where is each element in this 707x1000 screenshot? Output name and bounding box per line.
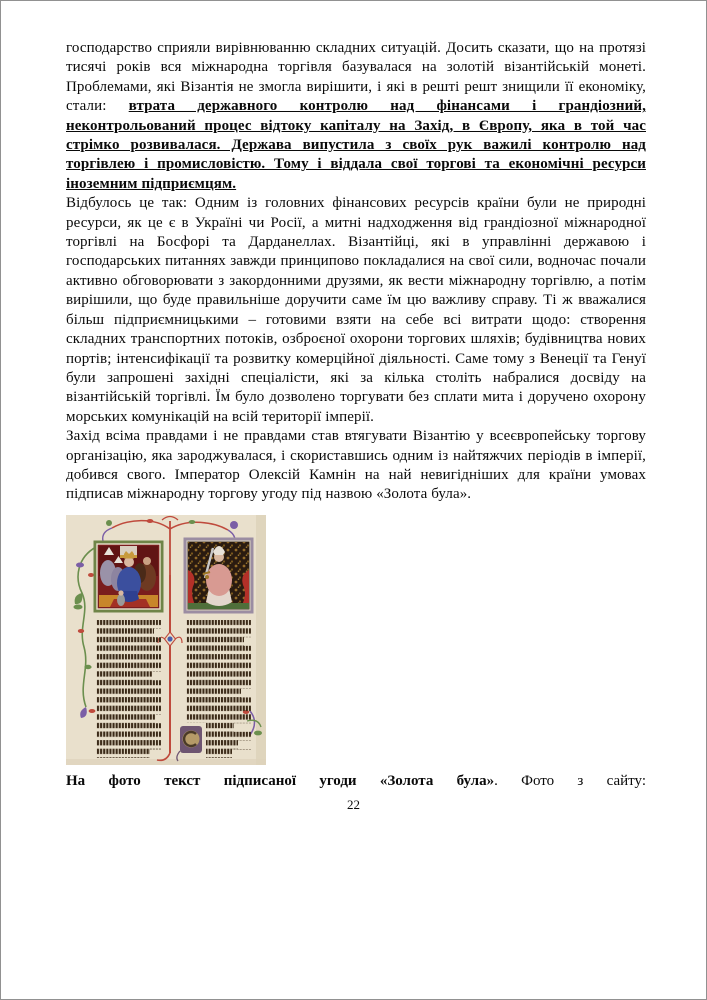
- paragraph-1: [66, 39, 646, 194]
- manuscript-image: [66, 515, 266, 765]
- paragraph-3: Захід всіма правдами і не правдами став втягувати Візантію у всеєвропейську торгову організацію, яка зароджувалася, і скориставшись одним із найтяжчих періодів в імперії, добився свого. Імператор Олексій Камнін на най невигідніших для країни умовах підписав міжнародну торгову угоду під назвою «Золота була».: [66, 428, 646, 503]
- paragraph-1-emphasis: втрата державного контролю над фінансами і грандіозний, неконтрольований процес відтоку капіталу на Захід, в Європу, яка в той час стрімко розвивалася. Держава випустила з своїх рук важилі контролю над торгівлею і промисловістю. Тому і віддала свої торгові та економічні ресурси іноземним підприємцям.: [66, 98, 646, 192]
- manuscript-photo: [66, 515, 266, 765]
- paragraph-2: Відбулось це так: Одним із головних фінансових ресурсів країни були не природні ресурси, як це є в Україні чи Росії, а митні надходження від грандіозної міжнародної торгівлі на Босфорі та Дарданеллах. Візантійці, які в управлінні державою і господарських питаннях завжди принципово покладалися на свої сили, водночас почали активно обговорювати з закордонними друзями, як вести міжнародну торгівлю, а потім вирішили, що буде правильніше доручити саме їм цю важливу справу. Ті ж вважалися більш підприємницькими – готовими взяти на себе всі витрати щодо: створення складних транспортних потоків, озброєної охорони торгових шляхів; будівництва нових портів; інтенсифікації та розвитку комерційної діяльності. Саме тому з Венеції та Генуї були запрошені західні спеціалісти, які за кілька століть набралися досвіду на візантійській торгівлі. Їм було дозволено торгувати без сплати мита і доручено охорону морських комунікацій на всій території імперії.: [66, 195, 646, 425]
- photo-caption: [66, 772, 646, 791]
- paragraph-1-regular: господарство сприяли вирівнюванню складних ситуацій. Досить сказати, що на протязі тисячі років вся міжнародна торгівля базувалася на золотій візантійській монеті. Проблемами, які Візантія не змогла вирішити, і які в решті решт знищили її економіку, стали:: [66, 40, 646, 115]
- page-content: [66, 39, 646, 791]
- miniature-bishop-sword: [184, 537, 254, 613]
- page-number: 22: [347, 797, 360, 812]
- photo-caption-regular: . Фото з сайту:: [494, 772, 646, 789]
- photo-caption-bold: На фото текст підписаної угоди «Золота була»: [66, 772, 495, 789]
- miniature-emperor: [94, 540, 164, 612]
